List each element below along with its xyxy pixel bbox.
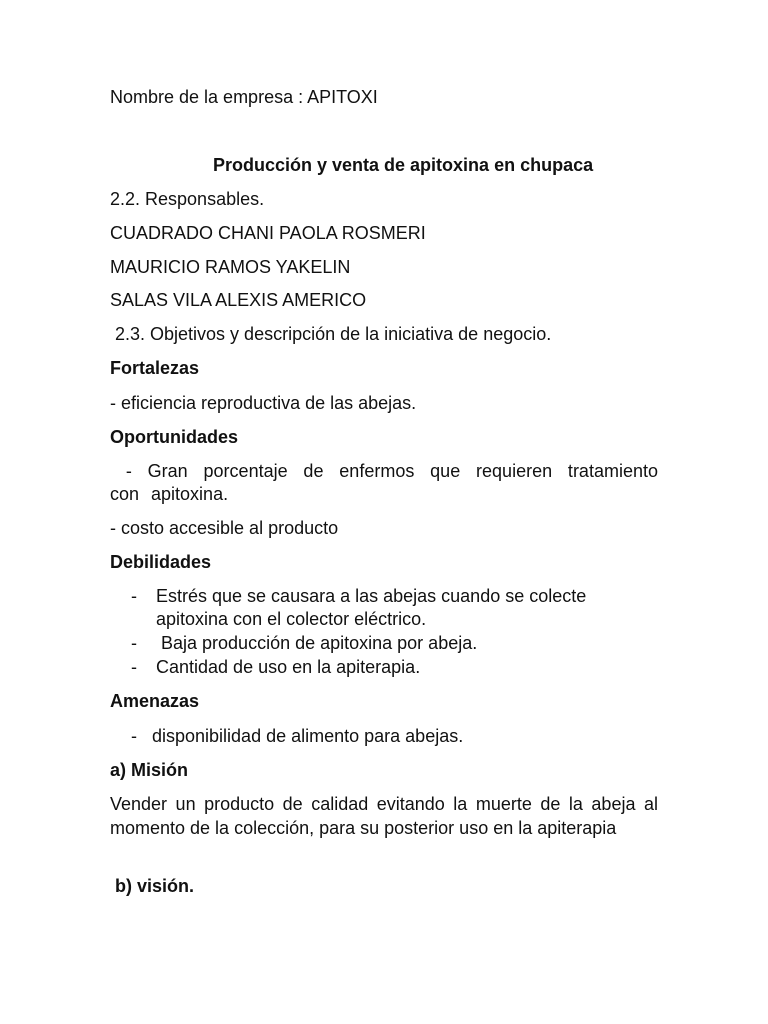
responsable-name: CUADRADO CHANI PAOLA ROSMERI [110,223,426,243]
debilidad-text: Estrés que se causara a las abejas cuando se colecte apitoxina con el colector eléctrico. [156,586,587,630]
debilidad-item [131,656,658,679]
bullet-dash: - [131,657,137,677]
mision-heading: a) Misión [110,760,189,780]
fortaleza-item: - eficiencia reproductiva de las abejas. [110,393,417,413]
document-title: Producción y venta de apitoxina en chupaca [213,155,594,175]
debilidades-heading: Debilidades [110,552,212,572]
oportunidad-item: - costo accesible al producto [110,518,339,538]
bullet-dash: - [131,726,137,746]
amenaza-item [131,725,658,748]
bullet-dash: - [131,633,137,653]
debilidad-text: Cantidad de uso en la apiterapia. [156,657,421,677]
responsable-name: MAURICIO RAMOS YAKELIN [110,257,351,277]
amenaza-text: disponibilidad de alimento para abejas. [152,726,464,746]
debilidad-item [131,632,658,655]
responsables-heading: 2.2. Responsables. [110,189,265,209]
objetivos-heading: 2.3. Objetivos y descripción de la iniciativa de negocio. [110,324,552,344]
debilidad-text: Baja producción de apitoxina por abeja. [156,633,478,653]
bullet-dash: - [131,586,137,606]
amenazas-heading: Amenazas [110,691,200,711]
responsable-name: SALAS VILA ALEXIS AMERICO [110,290,367,310]
company-name-line: Nombre de la empresa : APITOXI [110,87,378,107]
mision-text: Vender un producto de calidad evitando la muerte de la abeja al momento de la colección, para su posterior uso en la apiterapia [110,794,658,838]
fortalezas-heading: Fortalezas [110,358,200,378]
vision-heading: b) visión. [110,876,195,896]
oportunidades-heading: Oportunidades [110,427,239,447]
oportunidad-item: - Gran porcentaje de enfermos que requieren tratamiento con apitoxina. [110,461,670,505]
debilidad-item [131,585,658,632]
